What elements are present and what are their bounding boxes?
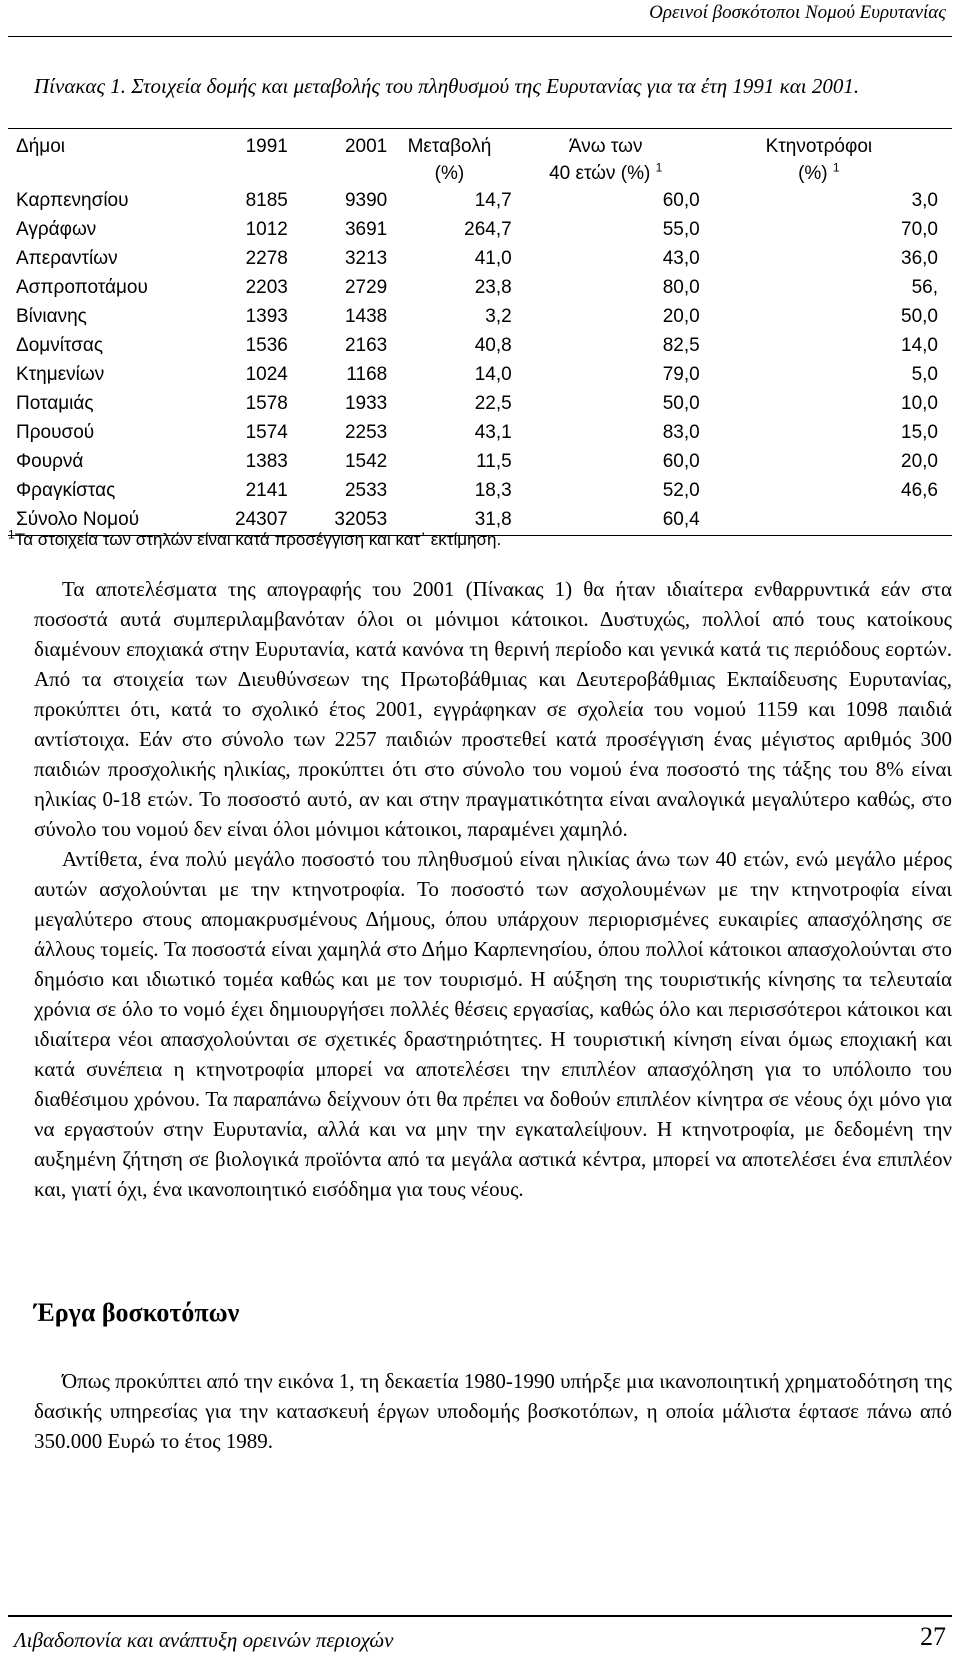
cell-change: 3,2 <box>485 306 512 327</box>
section-body <box>34 1366 952 1456</box>
cell-change: 23,8 <box>474 277 512 298</box>
cell-pop-1991: 1536 <box>245 335 288 356</box>
cell-pop-2001: 1168 <box>346 364 388 385</box>
table-row <box>8 216 952 245</box>
cell-pop-1991: 2141 <box>245 480 288 501</box>
cell-change: 14,0 <box>474 364 512 385</box>
cell-pop-2001: 9390 <box>344 190 388 211</box>
cell-pop-1991: 8185 <box>245 190 288 211</box>
cell-over-40: 60,4 <box>512 506 700 536</box>
footnote-mark: 1 <box>8 527 15 542</box>
cell-change: 31,8 <box>387 506 511 536</box>
cell-pop-1991: 1574 <box>245 422 288 443</box>
table-caption: Πίνακας 1. Στοιχεία δομής και μεταβολής του πληθυσμού της Ευρυτανίας για τα έτη 1991 και 2001. <box>34 74 860 98</box>
cell-change: 264,7 <box>464 219 512 240</box>
header-over-40-line1: Άνω των <box>568 136 643 157</box>
table-row <box>8 274 952 303</box>
header-municipalities: Δήμοι <box>8 129 210 188</box>
cell-municipality: Φουρνά <box>16 451 84 472</box>
cell-over-40: 50,0 <box>662 393 700 414</box>
cell-pop-2001: 2163 <box>344 335 388 356</box>
cell-pop-2001: 1438 <box>344 306 388 327</box>
cell-breeders: 14,0 <box>901 335 938 356</box>
cell-municipality: Απεραντίων <box>16 248 118 269</box>
cell-breeders <box>700 506 952 536</box>
cell-municipality: Προυσού <box>16 422 95 443</box>
cell-breeders: 5,0 <box>911 364 938 385</box>
cell-pop-2001: 2253 <box>344 422 388 443</box>
cell-municipality: Φραγκίστας <box>16 480 116 501</box>
cell-over-40: 82,5 <box>662 335 700 356</box>
header-change-line2: (%) <box>434 163 465 184</box>
cell-pop-1991: 1012 <box>245 219 288 240</box>
paragraph-1: Τα αποτελέσματα της απογραφής του 2001 (Πίνακας 1) θα ήταν ιδιαίτερα ενθαρρυντικά εάν στα ποσοστά αυτά συμπεριλαμβανόταν όλοι οι μόνιμοι κάτοικοι. Δυστυχώς, πολλοί από τους κατοίκους διαμένουν εποχιακά στην Ευρυτανία, κατά κανόνα τη θερινή περίοδο και γενικά κατά τις περιόδους εορτών. Από τα στοιχεία των Διευθύνσεων της Πρωτοβάθμιας και Δευτεροβάθμιας Εκπαίδευσης Ευρυτανίας, προκύπτει ότι, κατά το σχολικό έτος 2001, εγγράφηκαν σε σχολεία του νομού 1159 και 1098 παιδιά αντίστοιχα. Εάν στο σύνολο των 2257 παιδιών προστεθεί κατά προσέγγιση ένας μέγιστος αριθμός 300 παιδιών προσχολικής ηλικίας, προκύπτει ότι στο σύνολο του νομού ένα ποσοστό της τάξης του 8% είναι ηλικίας 0-18 ετών. Το ποσοστό αυτό, αν και στην πραγματικότητα είναι αναλογικά μεγαλύτερο καθώς, στο σύνολο του νομού δεν είναι όλοι μόνιμοι κάτοικοι, παραμένει χαμηλό. <box>34 577 952 841</box>
cell-municipality: Δομνίτσας <box>16 335 104 356</box>
table-body <box>8 187 952 536</box>
cell-breeders: 50,0 <box>901 306 938 327</box>
cell-over-40: 79,0 <box>662 364 700 385</box>
page-number: 27 <box>920 1622 946 1651</box>
cell-pop-1991: 24307 <box>210 506 288 536</box>
cell-breeders: 20,0 <box>901 451 938 472</box>
header-breeders-line2: (%) <box>798 163 828 184</box>
table-row <box>8 332 952 361</box>
cell-over-40: 83,0 <box>662 422 700 443</box>
population-table <box>8 128 952 536</box>
header-breeders-footnote-mark: 1 <box>832 160 840 175</box>
cell-breeders: 46,6 <box>901 480 938 501</box>
cell-pop-1991: 2203 <box>245 277 288 298</box>
cell-pop-1991: 1383 <box>245 451 288 472</box>
footnote-text: Τα στοιχεία των στηλών είναι κατά προσέγγιση και κατ᾽ εκτίμηση. <box>14 530 502 549</box>
header-2001: 2001 <box>288 129 387 188</box>
cell-change: 14,7 <box>474 190 512 211</box>
cell-pop-1991: 1578 <box>245 393 288 414</box>
cell-change: 22,5 <box>474 393 512 414</box>
header-breeders <box>700 129 952 188</box>
table-row <box>8 245 952 274</box>
running-header: Ορεινοί βοσκότοποι Νομού Ευρυτανίας <box>649 2 946 23</box>
cell-pop-2001: 2729 <box>344 277 388 298</box>
cell-municipality: Καρπενησίου <box>16 190 129 211</box>
cell-breeders: 70,0 <box>901 219 938 240</box>
cell-breeders: 36,0 <box>901 248 938 269</box>
cell-breeders: 56, <box>911 277 938 298</box>
cell-over-40: 43,0 <box>662 248 700 269</box>
header-over-40-footnote-mark: 1 <box>655 160 663 175</box>
table-footnote <box>8 527 502 550</box>
table-row <box>8 448 952 477</box>
cell-pop-1991: 2278 <box>245 248 288 269</box>
table-row <box>8 477 952 506</box>
footer-title: Λιβαδοπονία και ανάπτυξη ορεινών περιοχών <box>14 1628 394 1652</box>
header-change <box>387 129 511 188</box>
cell-over-40: 20,0 <box>662 306 700 327</box>
section-paragraph: Όπως προκύπτει από την εικόνα 1, τη δεκαετία 1980-1990 υπήρξε μια ικανοποιητική χρηματοδότηση της δασικής υπηρεσίας για την κατασκευή έργων υποδομής βοσκοτόπων, η οποία μάλιστα έφτασε πάνω από 350.000 Ευρώ το έτος 1989. <box>34 1369 952 1453</box>
cell-pop-1991: 1024 <box>245 364 288 385</box>
cell-pop-2001: 32053 <box>288 506 387 536</box>
body-text <box>34 574 952 1204</box>
cell-municipality: Ασπροποτάμου <box>16 277 148 298</box>
cell-breeders: 15,0 <box>901 422 938 443</box>
header-breeders-line1: Κτηνοτρόφοι <box>765 136 873 157</box>
section-heading: Έργα βοσκοτόπων <box>34 1298 240 1327</box>
header-change-line1: Μεταβολή <box>407 136 492 157</box>
cell-change: 18,3 <box>474 480 512 501</box>
cell-change: 41,0 <box>474 248 512 269</box>
cell-municipality: Ποταμιάς <box>16 393 94 414</box>
table-header-row <box>8 129 952 188</box>
cell-pop-2001: 1542 <box>344 451 388 472</box>
cell-municipality: Βίνιανης <box>16 306 87 327</box>
cell-pop-2001: 3691 <box>344 219 388 240</box>
table-row <box>8 303 952 332</box>
table-row <box>8 187 952 216</box>
paragraph-2: Αντίθετα, ένα πολύ μεγάλο ποσοστό του πληθυσμού είναι ηλικίας άνω των 40 ετών, ενώ μεγάλο μέρος αυτών ασχολούνται με την κτηνοτροφία. Το ποσοστό των ασχολουμένων με την κτηνοτροφία είναι μεγαλύτερο στους απομακρυσμένους Δήμους, όπου υπάρχουν περιορισμένες ευκαιρίες απασχόλησης σε άλλους τομείς. Τα ποσοστά είναι χαμηλά στο Δήμο Καρπενησίου, όπου πολλοί κάτοικοι απασχολούνται στο δημόσιο και ιδιωτικό τομέα καθώς και με τον τουρισμό. Η αύξηση της τουριστικής κίνησης τα τελευταία χρόνια σε όλο το νομό έχει δημιουργήσει πολλές θέσεις εργασίας, καθώς όλο και περισσότεροι κάτοικοι και ιδιαίτερα νέοι απασχολούνται σε σχετικές δραστηριότητες. Η τουριστική κίνηση είναι όμως εποχιακή και κατά συνέπεια η κτηνοτροφία μπορεί να αποτελέσει την επιπλέον απασχόληση για το υπόλοιπο του διαθέσιμου χρόνου. Τα παραπάνω δείχνουν ότι θα πρέπει να δοθούν επιπλέον κίνητρα σε νέους όχι μόνο για να εργαστούν στην Ευρυτανία, αλλά και να μην την εγκαταλείψουν. Η κτηνοτροφία, με δεδομένη την αυξημένη ζήτηση σε βιολογικά προϊόντα από τα μεγάλα αστικά κέντρα, μπορεί να αποτελέσει ένα επιπλέον και, γιατί όχι, ένα ικανοποιητικό εισόδημα για τους νέους. <box>34 847 952 1201</box>
header-over-40 <box>512 129 700 188</box>
cell-pop-2001: 3213 <box>344 248 388 269</box>
table-row <box>8 390 952 419</box>
table-row <box>8 419 952 448</box>
cell-pop-2001: 1933 <box>344 393 388 414</box>
cell-over-40: 80,0 <box>662 277 700 298</box>
cell-municipality: Κτημενίων <box>16 364 105 385</box>
cell-change: 40,8 <box>474 335 512 356</box>
cell-over-40: 55,0 <box>662 219 700 240</box>
cell-breeders: 3,0 <box>911 190 938 211</box>
footer-divider <box>8 1615 952 1617</box>
cell-municipality: Σύνολο Νομού <box>8 506 210 536</box>
cell-pop-1991: 1393 <box>245 306 288 327</box>
cell-over-40: 52,0 <box>662 480 700 501</box>
cell-change: 43,1 <box>474 422 512 443</box>
cell-change: 11,5 <box>476 451 512 472</box>
cell-over-40: 60,0 <box>662 190 700 211</box>
header-divider <box>8 36 952 37</box>
cell-over-40: 60,0 <box>662 451 700 472</box>
header-over-40-line2: 40 ετών (%) <box>549 163 651 184</box>
cell-municipality: Αγράφων <box>16 219 97 240</box>
cell-pop-2001: 2533 <box>344 480 388 501</box>
table-row <box>8 361 952 390</box>
cell-breeders: 10,0 <box>901 393 938 414</box>
header-1991: 1991 <box>210 129 288 188</box>
